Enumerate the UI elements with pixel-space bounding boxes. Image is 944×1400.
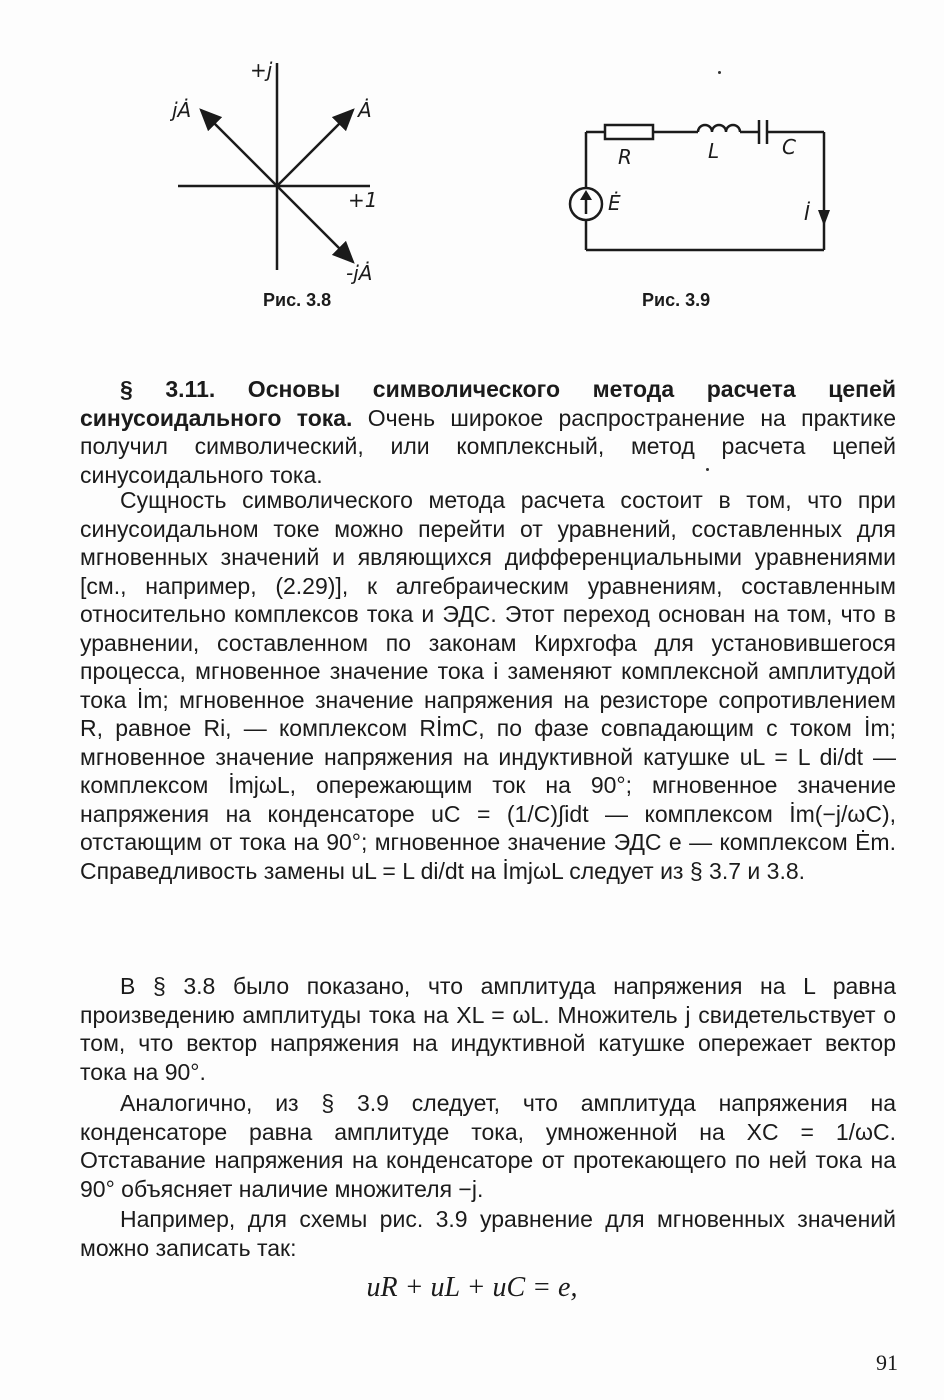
label-A: Ȧ [358, 98, 372, 122]
label-I: İ [804, 201, 810, 225]
label-L: L [708, 139, 720, 163]
label-jA: jȦ [172, 98, 192, 122]
paragraph-example: Например, для схемы рис. 3.9 уравнение для мгновенных значений можно записать так: [80, 1206, 896, 1261]
current-arrow [818, 210, 830, 226]
section-title: § 3.11. Основы символического метода расчета цепей синусоидального тока. [80, 376, 896, 431]
figure-3-8 [170, 55, 400, 285]
label-plus-one: +1 [348, 188, 378, 212]
resistor-R [605, 125, 653, 139]
circuit-diagram [560, 110, 840, 270]
label-minus-jA: -jȦ [346, 261, 373, 285]
label-plus-j: +j [250, 58, 273, 82]
section-intro [80, 375, 896, 489]
circuit-equation: uR + uL + uC = e, [366, 1272, 578, 1303]
figure-3-8-caption: Рис. 3.8 [263, 290, 332, 310]
inductor-L [698, 125, 740, 132]
paragraph-capacitor: Аналогично, из § 3.9 следует, что амплитуда напряжения на конденсаторе равна амплитуде тока, умноженной на XC = 1/ωC. Отставание напряжения на конденсаторе от протекающего по ней тока на 90° объясняет наличие множителя −j. [80, 1090, 896, 1202]
label-C: C [782, 135, 796, 159]
figure-3-9 [560, 110, 840, 270]
page-number: 91 [876, 1350, 898, 1375]
paragraph-method-essence: Сущность символического метода расчета состоит в том, что при синусоидальном токе можно перейти от уравнений, составленных для мгновенных значений и являющихся дифференциальными уравнениями [см., например, (2.29)], к алгебраическим уравнениям, составленным относительно комплексов тока и ЭДС. Этот переход основан на том, что в уравнении, составленном по законам Кирхгофа для установившегося процесса, мгновенное значение тока i заменяют комплексной амплитудой тока İm; мгновенное значение напряжения на резисторе сопротивлением R, равное Ri, — комплексом RİmС, по фазе совпадающим с током İm; мгновенное значение напряжения на индуктивной катушке uL = L di/dt — комплексом İmjωL, опережающим ток на 90°; мгновенное значение напряжения на конденсаторе uC = (1/C)∫idt — комплексом İm(−j/ωC), отстающим от тока на 90°; мгновенное значение ЭДС e — комплексом Ėm. Справедливость замены uL = L di/dt на İmjωL следует из § 3.7 и 3.8. [80, 487, 896, 884]
paragraph-inductor: В § 3.8 было показано, что амплитуда напряжения на L равна произведению амплитуды тока на XL = ωL. Множитель j свидетельствует о том, что вектор напряжения на индуктивной катушке опережает вектор тока на 90°. [80, 973, 896, 1085]
print-speck [718, 71, 721, 74]
section-intro-text: Очень широкое распространение на практике получил символический, или комплексный, метод расчета цепей синусоидального тока. [80, 404, 896, 488]
label-R: R [618, 145, 632, 169]
label-E: Ė [608, 191, 621, 215]
vector-jA [201, 110, 277, 186]
vector-minus-jA [277, 186, 353, 262]
vector-diagram [170, 55, 400, 285]
figure-3-9-caption: Рис. 3.9 [642, 290, 711, 310]
vector-A [277, 110, 353, 186]
